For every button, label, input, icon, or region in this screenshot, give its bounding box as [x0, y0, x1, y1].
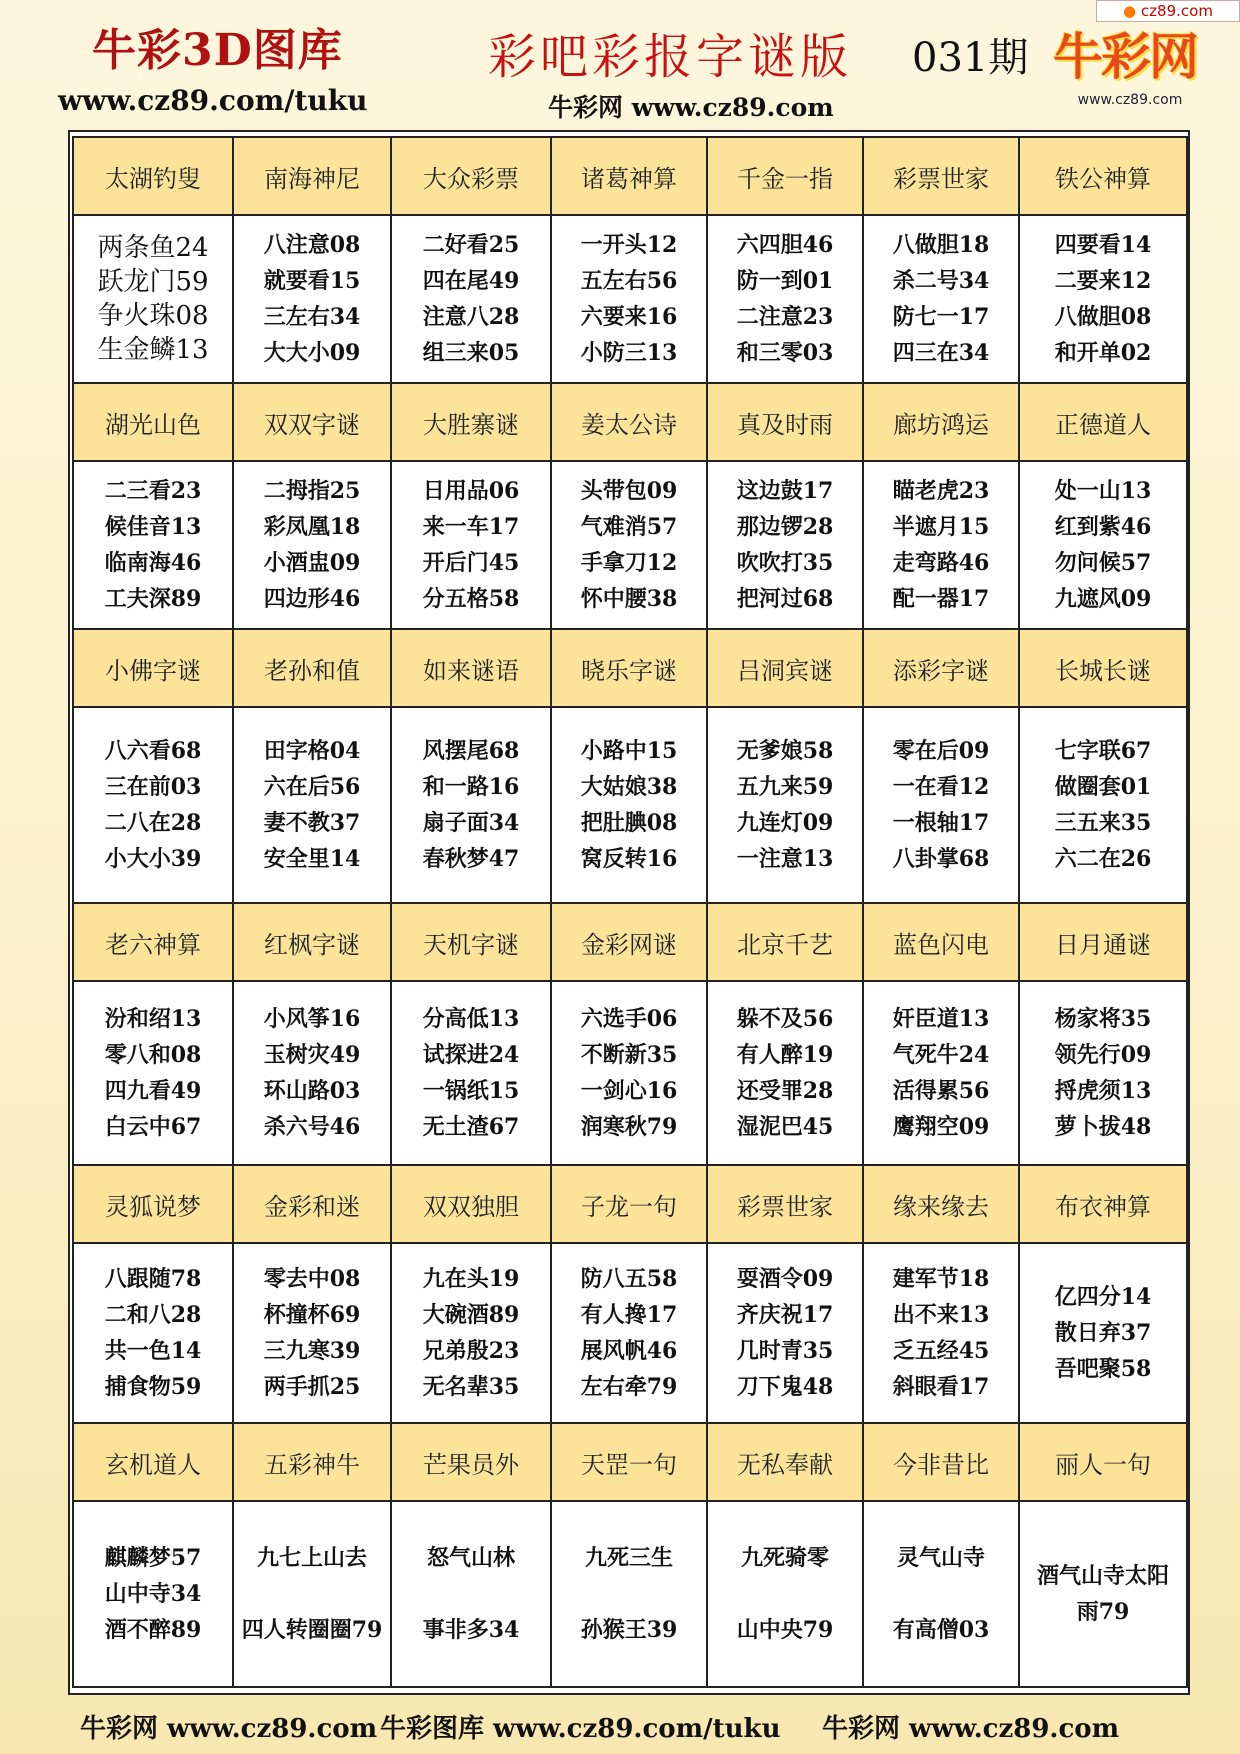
riddle-line: 一剑心16 [580, 1078, 678, 1104]
riddle-cell [551, 1243, 707, 1423]
riddle-line: 杀二号34 [892, 268, 990, 294]
page-title: 彩吧彩报字谜版 [488, 29, 853, 85]
source-name: 子龙一句 [551, 1165, 707, 1243]
riddle-cell [73, 1243, 233, 1423]
riddle-line: 零去中08 [263, 1266, 361, 1292]
riddle-line: 捋虎须13 [1054, 1078, 1152, 1104]
center-url[interactable]: 牛彩网 www.cz89.com [548, 93, 834, 122]
riddle-line: 酒不醉89 [104, 1617, 202, 1643]
riddle-line: 零在后09 [892, 738, 990, 764]
source-name: 彩票世家 [707, 1165, 863, 1243]
riddle-line: 把肚腆08 [580, 810, 678, 836]
source-name: 千金一指 [707, 137, 863, 215]
header-row [73, 903, 1187, 981]
riddle-line: 五九来59 [736, 774, 834, 800]
footer-link-center[interactable]: 牛彩图库 www.cz89.com/tuku [380, 1714, 781, 1744]
riddle-line: 三五来35 [1054, 810, 1152, 836]
riddle-line: 扇子面34 [422, 810, 520, 836]
riddle-line: 建军节18 [892, 1266, 990, 1292]
riddle-line: 无爹娘58 [736, 738, 834, 764]
source-name: 无私奉献 [707, 1423, 863, 1501]
riddle-line: 五左右56 [580, 268, 678, 294]
source-name: 铁公神算 [1019, 137, 1187, 215]
riddle-line: 八六看68 [104, 738, 202, 764]
source-name: 晓乐字谜 [551, 629, 707, 707]
riddle-cell [1019, 707, 1187, 903]
footer-link-left[interactable]: 牛彩网 www.cz89.com [80, 1714, 378, 1744]
riddle-line: 四要看14 [1054, 232, 1152, 258]
riddle-line: 大姑娘38 [580, 774, 678, 800]
riddle-line: 这边鼓17 [736, 478, 834, 504]
riddle-line: 有高僧03 [892, 1617, 990, 1643]
riddle-line: 六在后56 [263, 774, 361, 800]
riddle-line: 八做胆08 [1054, 304, 1152, 330]
riddle-line: 窝反转16 [580, 846, 678, 872]
riddle-line: 二八在28 [104, 810, 202, 836]
riddle-line: 和一路16 [422, 774, 520, 800]
riddle-line: 山中央79 [736, 1617, 834, 1643]
riddle-line: 八卦掌68 [892, 846, 990, 872]
riddle-line: 九死三生 [584, 1545, 673, 1571]
riddle-cell [391, 215, 551, 383]
riddle-line: 九连灯09 [736, 810, 834, 836]
source-name: 如来谜语 [391, 629, 551, 707]
spacer [234, 1576, 390, 1612]
riddle-line: 开后门45 [422, 550, 520, 576]
source-name: 廊坊鸿运 [863, 383, 1019, 461]
riddle-row [73, 707, 1187, 903]
riddle-cell [233, 215, 391, 383]
riddle-line: 二注意23 [736, 304, 834, 330]
source-name: 金彩和迷 [233, 1165, 391, 1243]
riddle-line: 事非多34 [422, 1617, 520, 1643]
riddle-line: 零八和08 [104, 1042, 202, 1068]
source-name: 彩票世家 [863, 137, 1019, 215]
source-name: 芒果员外 [391, 1423, 551, 1501]
spacer [708, 1576, 862, 1612]
riddle-line: 生金鳞13 [97, 335, 209, 365]
riddle-cell [1019, 981, 1187, 1165]
riddle-line: 杨家将35 [1054, 1006, 1152, 1032]
riddle-line: 组三来05 [422, 340, 520, 366]
spacer [864, 1576, 1018, 1612]
riddle-line: 环山路03 [263, 1078, 361, 1104]
site-title: 牛彩3D图库 [92, 25, 343, 76]
riddle-line: 刀下鬼48 [736, 1374, 834, 1400]
riddle-line: 小大小39 [104, 846, 202, 872]
riddle-cell [391, 981, 551, 1165]
riddle-line: 亿四分14 [1054, 1284, 1152, 1310]
riddle-line: 几时青35 [736, 1338, 834, 1364]
riddle-cell [233, 707, 391, 903]
riddle-line: 妻不教37 [263, 810, 361, 836]
riddle-cell [1019, 461, 1187, 629]
riddle-line: 无土渣67 [422, 1114, 520, 1140]
riddle-line: 吾吧聚58 [1054, 1356, 1152, 1382]
riddle-line: 三九寒39 [263, 1338, 361, 1364]
source-name: 老孙和值 [233, 629, 391, 707]
source-name: 布衣神算 [1019, 1165, 1187, 1243]
riddle-line: 二和八28 [104, 1302, 202, 1328]
source-name: 日月通谜 [1019, 903, 1187, 981]
riddle-line: 萝卜拔48 [1054, 1114, 1152, 1140]
riddle-line: 无名辈35 [422, 1374, 520, 1400]
riddle-line: 齐庆祝17 [736, 1302, 834, 1328]
riddle-line: 三左右34 [263, 304, 361, 330]
source-name: 吕洞宾谜 [707, 629, 863, 707]
riddle-line: 乏五经45 [892, 1338, 990, 1364]
riddle-line: 湿泥巴45 [736, 1114, 834, 1140]
riddle-line: 八注意08 [263, 232, 361, 258]
riddle-line: 共一色14 [104, 1338, 202, 1364]
riddle-line: 九死骑零 [740, 1545, 829, 1571]
source-name: 真及时雨 [707, 383, 863, 461]
header-row [73, 629, 1187, 707]
riddle-line: 小路中15 [580, 738, 678, 764]
riddle-line: 一根轴17 [892, 810, 990, 836]
riddle-line: 分五格58 [422, 586, 520, 612]
riddle-line: 有人搀17 [580, 1302, 678, 1328]
riddle-line: 二要来12 [1054, 268, 1152, 294]
riddle-cell [233, 981, 391, 1165]
riddle-line: 风摆尾68 [422, 738, 520, 764]
riddle-line: 气死牛24 [892, 1042, 990, 1068]
source-name: 诸葛神算 [551, 137, 707, 215]
riddle-line: 六二在26 [1054, 846, 1152, 872]
riddle-line: 分高低13 [422, 1006, 520, 1032]
logo-url: www.cz89.com [1077, 92, 1183, 108]
riddle-line: 还受罪28 [736, 1078, 834, 1104]
header-row [73, 1165, 1187, 1243]
source-name: 大众彩票 [391, 137, 551, 215]
riddle-line: 山中寺34 [104, 1581, 202, 1607]
riddle-line: 九在头19 [422, 1266, 520, 1292]
riddle-line: 手拿刀12 [580, 550, 678, 576]
riddle-line: 日用品06 [422, 478, 520, 504]
riddle-line: 春秋梦47 [422, 846, 520, 872]
corner-site-badge: ● cz89.com [1096, 0, 1240, 22]
riddle-line: 怀中腰38 [580, 586, 678, 612]
riddle-cell [233, 1501, 391, 1687]
riddle-cell [707, 707, 863, 903]
riddle-line: 怒气山林 [426, 1545, 515, 1571]
riddle-cell [73, 707, 233, 903]
riddle-line: 八跟随78 [104, 1266, 202, 1292]
riddle-line: 九七上山去 [256, 1545, 367, 1571]
riddle-line: 三在前03 [104, 774, 202, 800]
riddle-cell [707, 1243, 863, 1423]
riddle-line: 七字联67 [1054, 738, 1152, 764]
riddle-line: 做圈套01 [1054, 774, 1152, 800]
riddle-line: 彩凤凰18 [263, 514, 361, 540]
riddle-line: 润寒秋79 [580, 1114, 678, 1140]
riddle-line: 六要来16 [580, 304, 678, 330]
riddle-line: 玉树灾49 [263, 1042, 361, 1068]
riddle-cell [233, 1243, 391, 1423]
riddle-line: 麒麟梦57 [104, 1545, 202, 1571]
riddle-line: 临南海46 [104, 550, 202, 576]
riddle-line: 奸臣道13 [892, 1006, 990, 1032]
riddle-line: 八做胆18 [892, 232, 990, 258]
riddle-line: 四边形46 [263, 586, 361, 612]
riddle-line: 六选手06 [580, 1006, 678, 1032]
riddle-line: 灵气山寺 [896, 1545, 985, 1571]
riddle-line: 安全里14 [263, 846, 361, 872]
riddle-cell [551, 215, 707, 383]
riddle-line: 走弯路46 [892, 550, 990, 576]
riddle-line: 一锅纸15 [422, 1078, 520, 1104]
riddle-line: 田字格04 [263, 738, 361, 764]
riddle-line: 四九看49 [104, 1078, 202, 1104]
riddle-line: 二拇指25 [263, 478, 361, 504]
riddle-cell [551, 707, 707, 903]
issue-number: 031期 [912, 35, 1029, 81]
source-name: 玄机道人 [73, 1423, 233, 1501]
riddle-cell [863, 461, 1019, 629]
riddle-cell [233, 461, 391, 629]
source-name: 太湖钓叟 [73, 137, 233, 215]
riddle-cell [391, 707, 551, 903]
riddle-cell [73, 215, 233, 383]
source-name: 南海神尼 [233, 137, 391, 215]
riddle-line: 展风帆46 [580, 1338, 678, 1364]
riddle-line: 捕食物59 [104, 1374, 202, 1400]
riddle-cell [391, 1501, 551, 1687]
source-name: 五彩神牛 [233, 1423, 391, 1501]
riddle-grid [72, 136, 1188, 1688]
source-name: 北京千艺 [707, 903, 863, 981]
source-name: 长城长谜 [1019, 629, 1187, 707]
riddle-line: 来一车17 [422, 514, 520, 540]
riddle-cell [1019, 215, 1187, 383]
riddle-line: 斜眼看17 [892, 1374, 990, 1400]
riddle-line: 鹰翔空09 [892, 1114, 990, 1140]
riddle-line: 小风筝16 [263, 1006, 361, 1032]
riddle-line: 躲不及56 [736, 1006, 834, 1032]
riddle-cell [551, 981, 707, 1165]
source-name: 湖光山色 [73, 383, 233, 461]
riddle-line: 左右牵79 [580, 1374, 678, 1400]
riddle-line: 一注意13 [736, 846, 834, 872]
site-url[interactable]: www.cz89.com/tuku [58, 84, 368, 117]
riddle-cell [707, 981, 863, 1165]
source-name: 金彩网谜 [551, 903, 707, 981]
riddle-cell [707, 1501, 863, 1687]
riddle-line: 大大小09 [263, 340, 361, 366]
riddle-line: 耍酒令09 [736, 1266, 834, 1292]
riddle-cell [73, 1501, 233, 1687]
riddle-line: 四三在34 [892, 340, 990, 366]
riddle-line: 防七一17 [892, 304, 990, 330]
riddle-cell [73, 981, 233, 1165]
source-name: 天机字谜 [391, 903, 551, 981]
source-name: 今非昔比 [863, 1423, 1019, 1501]
riddle-line: 小防三13 [580, 340, 678, 366]
source-name: 灵狐说梦 [73, 1165, 233, 1243]
footer-link-right[interactable]: 牛彩网 www.cz89.com [822, 1714, 1120, 1744]
riddle-line: 领先行09 [1054, 1042, 1152, 1068]
spacer [552, 1576, 706, 1612]
riddle-line: 把河过68 [736, 586, 834, 612]
riddle-line: 大碗酒89 [422, 1302, 520, 1328]
riddle-cell [707, 461, 863, 629]
riddle-line: 白云中67 [104, 1114, 202, 1140]
riddle-line: 六四胆46 [736, 232, 834, 258]
riddle-line: 九遮风09 [1054, 586, 1152, 612]
site-logo [1050, 22, 1200, 114]
riddle-cell [863, 707, 1019, 903]
riddle-line: 一在看12 [892, 774, 990, 800]
riddle-cell [1019, 1243, 1187, 1423]
riddle-cell [707, 215, 863, 383]
source-name: 红枫字谜 [233, 903, 391, 981]
source-name: 正德道人 [1019, 383, 1187, 461]
riddle-line: 防八五58 [580, 1266, 678, 1292]
riddle-cell [1019, 1501, 1187, 1687]
riddle-line: 出不来13 [892, 1302, 990, 1328]
riddle-line: 候佳音13 [104, 514, 202, 540]
riddle-line: 那边锣28 [736, 514, 834, 540]
source-name: 丽人一句 [1019, 1423, 1187, 1501]
header-row [73, 1423, 1187, 1501]
riddle-line: 吹吹打35 [736, 550, 834, 576]
riddle-cell [391, 461, 551, 629]
riddle-row [73, 1501, 1187, 1687]
riddle-line: 试探进24 [422, 1042, 520, 1068]
riddle-line: 勿问候57 [1054, 550, 1152, 576]
riddle-line: 气难消57 [580, 514, 678, 540]
riddle-line: 配一器17 [892, 586, 990, 612]
source-name: 添彩字谜 [863, 629, 1019, 707]
riddle-line: 杯撞杯69 [263, 1302, 361, 1328]
riddle-line: 和开单02 [1054, 340, 1152, 366]
riddle-line: 雨79 [1076, 1599, 1130, 1625]
riddle-row [73, 461, 1187, 629]
riddle-line: 处一山13 [1054, 478, 1152, 504]
riddle-line: 活得累56 [892, 1078, 990, 1104]
riddle-line: 争火珠08 [97, 301, 209, 331]
source-name: 小佛字谜 [73, 629, 233, 707]
riddle-line: 两条鱼24 [97, 233, 209, 263]
source-name: 姜太公诗 [551, 383, 707, 461]
riddle-row [73, 1243, 1187, 1423]
riddle-line: 不断新35 [580, 1042, 678, 1068]
source-name: 天罡一句 [551, 1423, 707, 1501]
riddle-line: 四在尾49 [422, 268, 520, 294]
riddle-cell [551, 1501, 707, 1687]
riddle-line: 二三看23 [104, 478, 202, 504]
corner-badge-text: cz89.com [1140, 2, 1213, 20]
riddle-cell [863, 981, 1019, 1165]
riddle-line: 和三零03 [736, 340, 834, 366]
header-row [73, 137, 1187, 215]
riddle-line: 二好看25 [422, 232, 520, 258]
riddle-line: 两手抓25 [263, 1374, 361, 1400]
riddle-line: 四人转圈圈79 [241, 1617, 383, 1643]
riddle-line: 工夫深89 [104, 586, 202, 612]
riddle-line: 兄弟殷23 [422, 1338, 520, 1364]
source-name: 双双字谜 [233, 383, 391, 461]
riddle-row [73, 215, 1187, 383]
riddle-line: 一开头12 [580, 232, 678, 258]
logo-text: 牛彩网 [1053, 28, 1197, 86]
riddle-line: 就要看15 [263, 268, 361, 294]
riddle-row [73, 981, 1187, 1165]
riddle-cell [863, 215, 1019, 383]
riddle-line: 头带包09 [580, 478, 678, 504]
spacer [392, 1576, 550, 1612]
source-name: 双双独胆 [391, 1165, 551, 1243]
riddle-line: 小酒盅09 [263, 550, 361, 576]
source-name: 老六神算 [73, 903, 233, 981]
riddle-line: 瞄老虎23 [892, 478, 990, 504]
riddle-line: 半遮月15 [892, 514, 990, 540]
riddle-cell [551, 461, 707, 629]
riddle-cell [391, 1243, 551, 1423]
source-name: 大胜寨谜 [391, 383, 551, 461]
source-name: 蓝色闪电 [863, 903, 1019, 981]
riddle-line: 散日弃37 [1054, 1320, 1152, 1346]
riddle-cell [863, 1501, 1019, 1687]
riddle-line: 有人醉19 [736, 1042, 834, 1068]
riddle-line: 红到紫46 [1054, 514, 1152, 540]
header-row [73, 383, 1187, 461]
riddle-cell [73, 461, 233, 629]
riddle-line: 注意八28 [422, 304, 520, 330]
riddle-line: 杀六号46 [263, 1114, 361, 1140]
riddle-line: 跃龙门59 [97, 267, 209, 297]
riddle-line: 酒气山寺太阳 [1036, 1563, 1169, 1589]
source-name: 缘来缘去 [863, 1165, 1019, 1243]
riddle-line: 孙猴王39 [580, 1617, 678, 1643]
riddle-cell [863, 1243, 1019, 1423]
riddle-line: 汾和绍13 [104, 1006, 202, 1032]
riddle-line: 防一到01 [736, 268, 834, 294]
